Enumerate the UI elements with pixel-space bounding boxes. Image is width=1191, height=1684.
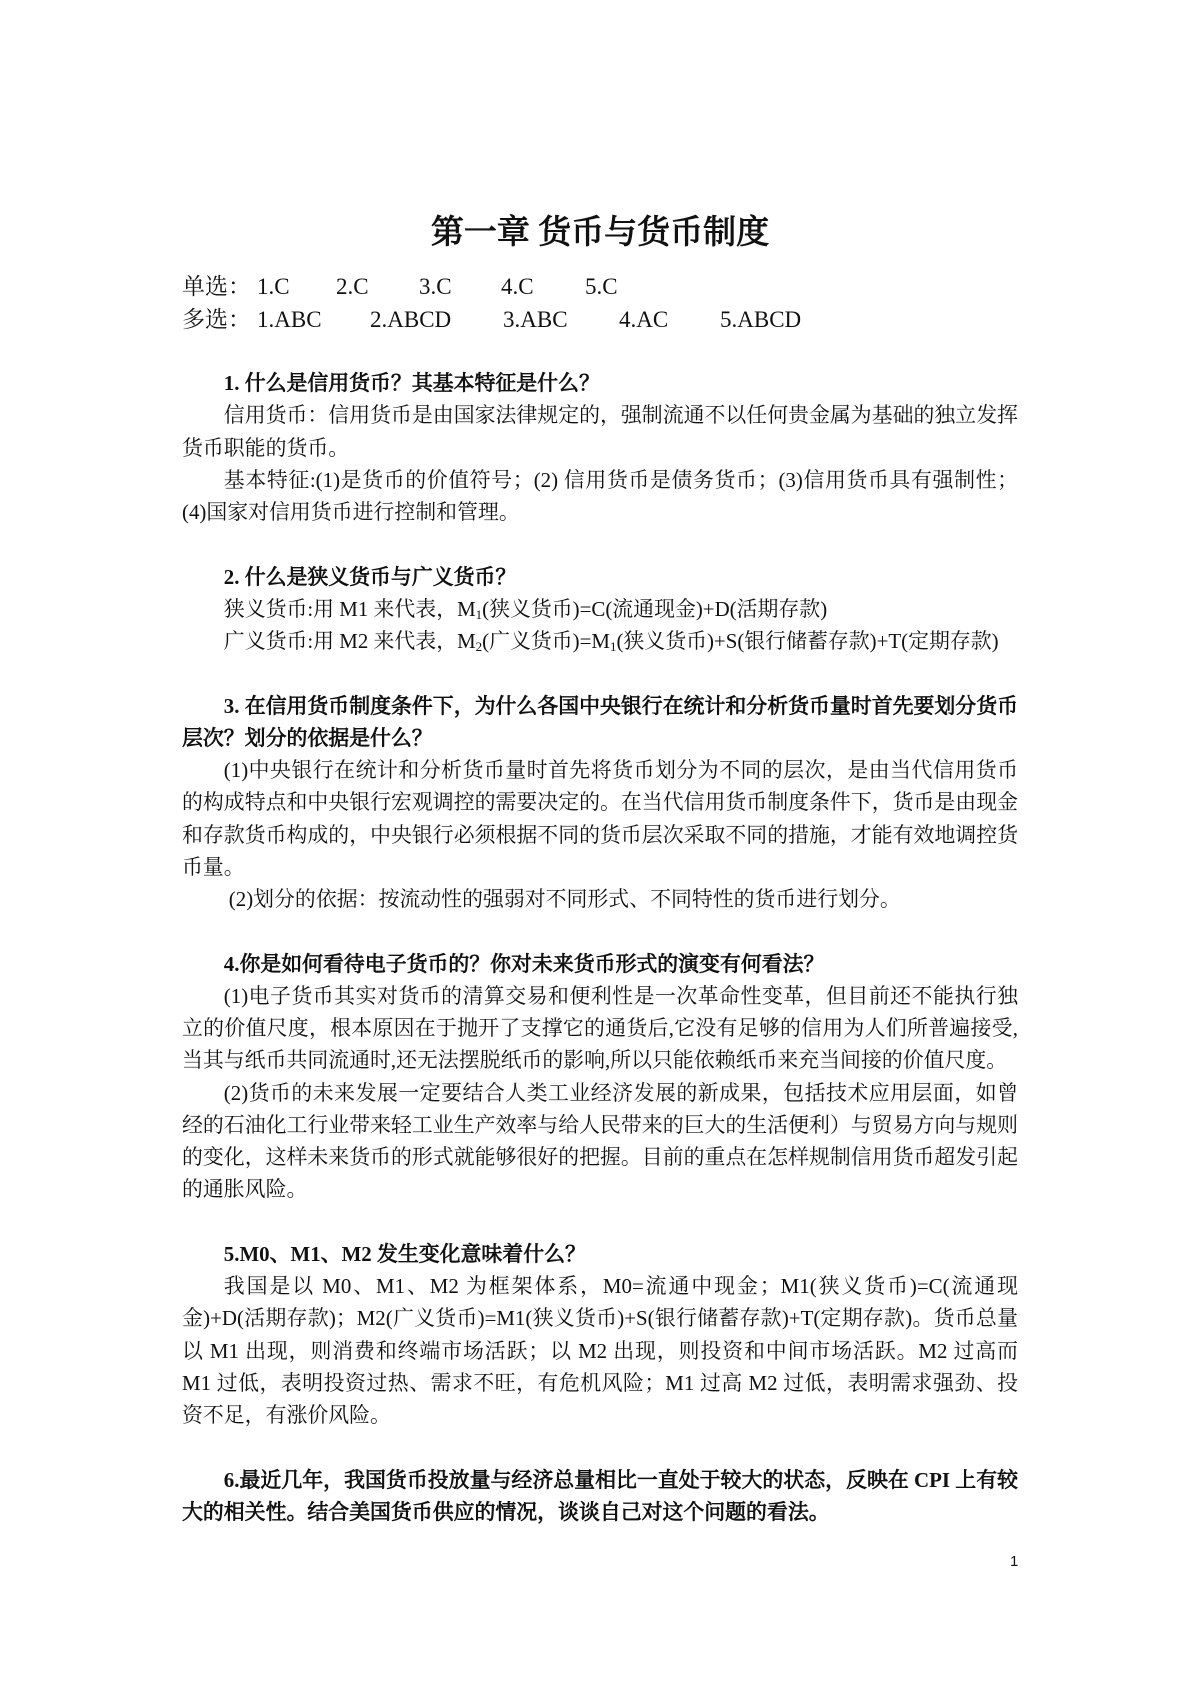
answer-paragraph: 基本特征:(1)是货币的价值符号；(2) 信用货币是债务货币；(3)信用货币具有强制性；(4)国家对信用货币进行控制和管理。 (182, 467, 1018, 524)
single-answer: 4.C (501, 274, 534, 299)
question-heading: 6.最近几年，我国货币投放量与经济总量相比一直处于较大的状态，反映在 CPI 上有较大的相关性。结合美国货币供应的情况，谈谈自己对这个问题的看法。 (182, 1467, 1018, 1524)
question-heading: 3. 在信用货币制度条件下，为什么各国中央银行在统计和分析货币量时首先要划分货币层次？划分的依据是什么？ (182, 693, 1018, 750)
subscript: 2 (475, 638, 483, 654)
single-choice-label: 单选： (182, 274, 251, 299)
single-answer: 1.C (257, 274, 290, 299)
questions-body (182, 367, 1018, 1528)
question-heading: 1. 什么是信用货币？其基本特征是什么？ (223, 371, 600, 395)
multi-answer: 5.ABCD (720, 307, 802, 332)
answer-key (182, 270, 1018, 336)
question-3 (182, 690, 1018, 916)
question-4 (182, 948, 1018, 1206)
subscript: 1 (609, 638, 617, 654)
narrow-money-definition (182, 593, 1018, 625)
question-5 (182, 1238, 1018, 1432)
multi-answer: 4.AC (619, 307, 669, 332)
text-segment: 狭义货币:用 M1 来代表，M (223, 596, 476, 621)
multi-answer: 1.ABC (257, 307, 322, 332)
page-number: 1 (1010, 1553, 1019, 1570)
multi-answer: 3.ABC (503, 307, 568, 332)
question-1 (182, 367, 1018, 528)
text-segment: 广义货币:用 M2 来代表，M (223, 629, 476, 653)
answer-paragraph: 信用货币：信用货币是由国家法律规定的，强制流通不以任何贵金属为基础的独立发挥货币职能的货币。 (182, 403, 1018, 460)
multi-choice-label: 多选： (182, 307, 251, 332)
single-choice-answers (182, 270, 1018, 303)
single-answer: 5.C (585, 274, 618, 299)
question-heading: 4.你是如何看待电子货币的？你对未来货币形式的演变有何看法？ (223, 951, 825, 976)
answer-paragraph: (1)电子货币其实对货币的清算交易和便利性是一次革命性变革，但目前还不能执行独立的价值尺度，根本原因在于抛开了支撑它的通货后,它没有足够的信用为人们所普遍接受,当其与纸币共同流通时,还无法摆脱纸币的影响,所以只能依赖纸币来充当间接的价值尺度。 (182, 983, 1018, 1073)
answer-paragraph: (2)划分的依据：按流动性的强弱对不同形式、不同特性的货币进行划分。 (228, 887, 901, 911)
multi-choice-answers (182, 303, 1018, 336)
text-segment: (狭义货币)+S(银行储蓄存款)+T(定期存款) (616, 629, 999, 653)
chapter-title: 第一章 货币与货币制度 (430, 215, 770, 251)
question-heading: 5.M0、M1、M2 发生变化意味着什么？ (223, 1241, 586, 1266)
answer-paragraph: (1)中央银行在统计和分析货币量时首先将货币划分为不同的层次，是由当代信用货币的构成特点和中央银行宏观调控的需要决定的。在当代信用货币制度条件下，货币是由现金和存款货币构成的，中央银行必须根据不同的货币层次采取不同的措施，才能有效地调控货币量。 (182, 758, 1018, 879)
single-answer: 2.C (336, 274, 369, 299)
multi-answer: 2.ABCD (370, 307, 452, 332)
question-2 (182, 561, 1018, 658)
answer-paragraph: 我国是以 M0、M1、M2 为框架体系，M0=流通中现金；M1(狭义货币)=C(流通现金)+D(活期存款)；M2(广义货币)=M1(狭义货币)+S(银行储蓄存款)+T(定期存款)。货币总量以 M1 出现，则消费和终端市场活跃；以 M2 出现，则投资和中间市场活跃。M2 过高而 M1 过低，表明投资过热、需求不旺，有危机风险；M1 过高 M2 过低，表明需求强劲、投资不足，有涨价风险。 (182, 1274, 1018, 1427)
text-segment: (广义货币)=M (482, 629, 610, 653)
text-segment: (狭义货币)=C(流通现金)+D(活期存款) (482, 596, 828, 621)
question-6 (182, 1464, 1018, 1529)
subscript: 1 (475, 606, 483, 622)
broad-money-definition (182, 625, 1018, 657)
answer-paragraph: (2)货币的未来发展一定要结合人类工业经济发展的新成果，包括技术应用层面，如曾经的石油化工行业带来轻工业生产效率与给人民带来的巨大的生活便利）与贸易方向与规则的变化，这样未来货币的形式就能够很好的把握。目前的重点在怎样规制信用货币超发引起的通胀风险。 (182, 1080, 1018, 1202)
single-answer: 3.C (419, 274, 452, 299)
question-heading: 2. 什么是狭义货币与广义货币？ (223, 564, 517, 589)
